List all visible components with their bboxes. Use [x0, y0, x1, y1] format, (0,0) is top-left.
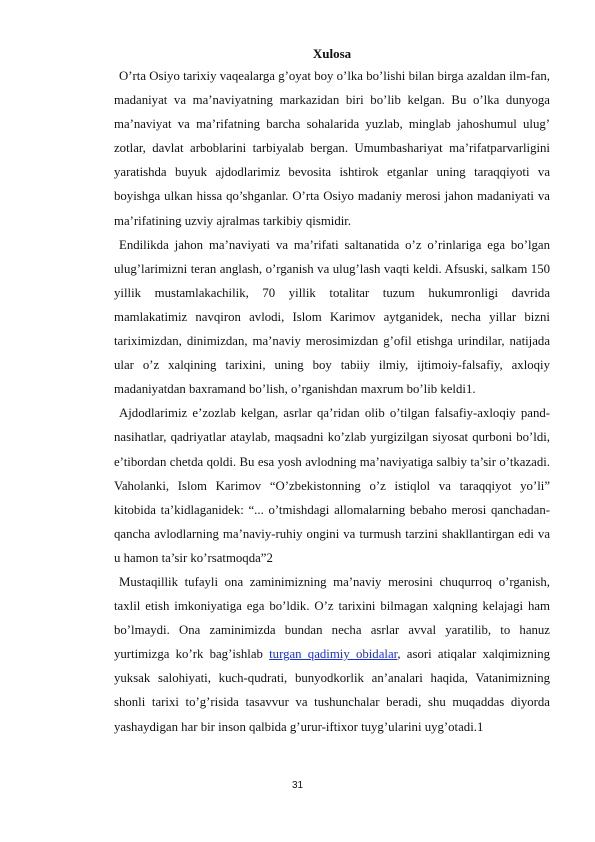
- page-number: 31: [291, 780, 304, 791]
- paragraph-2: Endilikda jahon ma’naviyati va ma’rifati saltanatida o’z o’rinlariga ega bo’lgan ulug’larimizni teran anglash, o’rganish va ulug’lash vaqti keldi. Afsuski, salkam 150 yillik mustamlakachilik, 70 yillik totalitar tuzum hukumronligi davrida mamlakatimiz navqiron avlodi, Islom Karimov aytganidek, necha yillar bizni tariximizdan, dinimizdan, ma’naviy merosimizdan g’ofil etishga urindilar, natijada ular o’z xalqining tarixini, uning boy tabiiy ilmiy, ijtimoiy-falsafiy, axloqiy madaniyatdan baxramand bo’lish, o’rganishdan maxrum bo’lib keldi1.: [114, 237, 550, 397]
- document-page: [114, 46, 550, 739]
- page-title: Xulosa: [312, 46, 352, 61]
- obidalar-link[interactable]: turgan qadimiy obidalar: [269, 647, 398, 662]
- paragraph-3: Ajdodlarimiz e’zozlab kelgan, asrlar qa’ridan olib o’tilgan falsafiy-axloqiy pand-nasihatlar, qadriyatlar ataylab, maqsadni ko’zlab yurgizilgan siyosat qurboni bo’ldi, e’tibordan chetda qoldi. Bu esa yosh avlodning ma’naviyatiga salbiy ta’sir o’tkazadi. Vaholanki, Islom Karimov “O’zbekistonning o’z istiqlol va taraqqiyot yo’li” kitobida ta’kidlaganidek: “... o’tmishdagi allomalarning bebaho merosi qanchadan-qancha avlodlarning ma’naviy-ruhiy ongini va turmush tarzini shakllantirgan edi va u hamon ta’sir ko’rsatmoqda”2: [114, 406, 550, 565]
- paragraph-1: O’rta Osiyo tarixiy vaqealarga g’oyat boy o’lka bo’lishi bilan birga azaldan ilm-fan, madaniyat va ma’naviyatning markazidan biri bo’lib kelgan. Bu o’lka dunyoga ma’naviyat va ma’rifatning barcha sohalarida yuzlab, minglab jahoshumul ulug’ zotlar, davlat arboblarini tarbiyalab bergan. Umumbashariyat ma’rifatparvarligini yaratishda buyuk ajdodlarimiz bevosita ishtirok etganlar uning taraqqiyoti va boyishga ulkan hissa qo’shganlar. O’rta Osiyo madaniy merosi jahon madaniyati va ma’rifatining uzviy ajralmas tarkibiy qismidir.: [114, 69, 550, 228]
- paragraph-4: [114, 570, 550, 739]
- paragraph-4-text-before: Mustaqillik tufayli ona zaminimizning ma’naviy merosini chuqurroq o’rganish, taxlil etish imkoniyatiga ega bo’ldik. O’z tarixini bilmagan xalqning kelajagi ham bo’lmaydi. Ona zaminimizda bundan necha asrlar avval yaratilib, to hanuz yurtimizga ko’rk bag’ishlab: [114, 574, 550, 662]
- paragraph-4-text-after: , asori atiqalar xalqimizning yuksak salohiyati, kuch-qudrati, bunyodkorlik an’analari haqida, Vatanimizning shonli tarixi to’g’risida tasavvur va tushunchalar beradi, shu muqaddas diyorda yashaydigan har bir inson qalbida g’urur-iftixor tuyg’ularini uyg’otadi.1: [114, 647, 550, 734]
